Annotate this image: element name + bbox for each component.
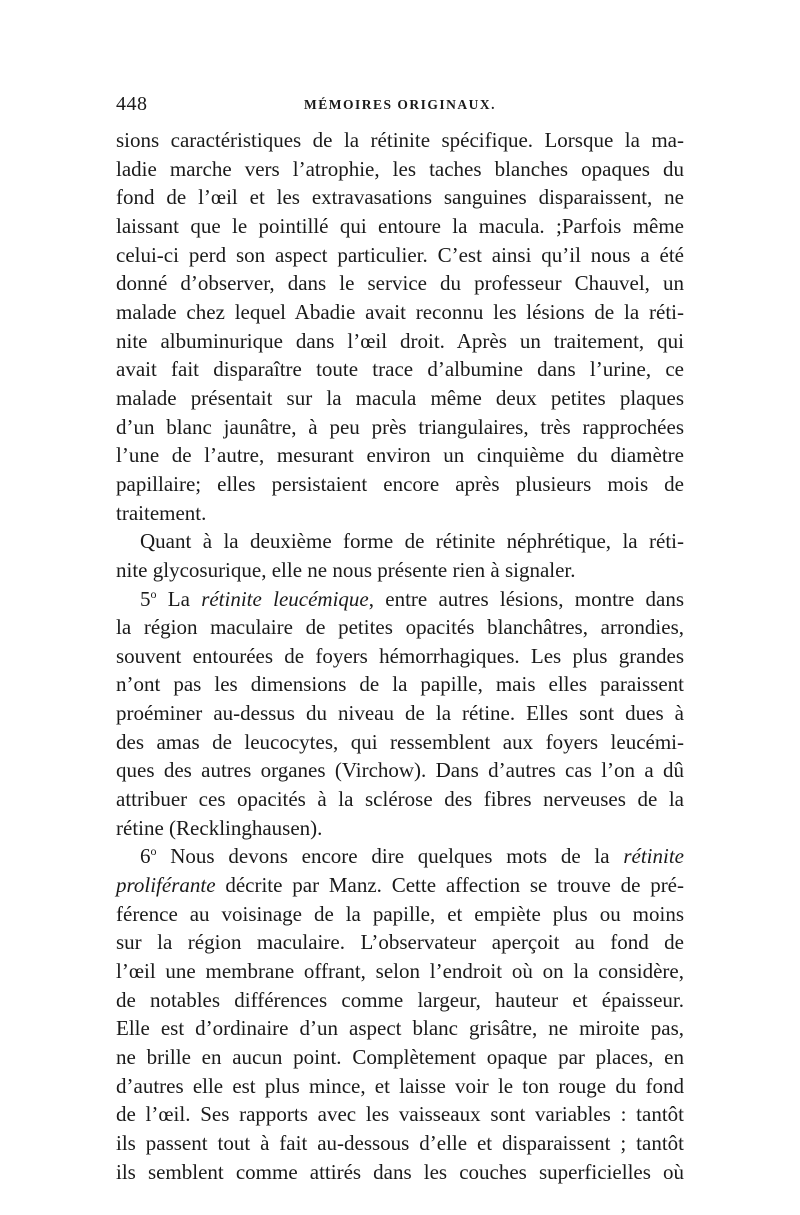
italic-term: rétinite leucémique (201, 586, 369, 611)
text-line: sur la région maculaire. L’observateur aperçoit au fond de (116, 930, 684, 955)
text-line: laissant que le pointillé qui entoure la macula. ;Parfois même (116, 213, 684, 238)
text-line: donné d’observer, dans le service du professeur Chauvel, un (116, 271, 684, 296)
text-line: la région maculaire de petites opacités blanchâtres, arrondies, (116, 615, 684, 640)
text-fragment: La (156, 586, 202, 611)
section-number: 5 (140, 586, 151, 611)
text-line: nite glycosurique, elle ne nous présente rien à signaler. (116, 557, 576, 582)
text-line: Elle est d’ordinaire d’un aspect blanc grisâtre, ne miroite pas, (116, 1016, 684, 1041)
text-line: malade présentait sur la macula même deux petites plaques (116, 385, 684, 410)
text-line: celui-ci perd son aspect particulier. C’est ainsi qu’il nous a été (116, 242, 684, 267)
text-line: de l’œil. Ses rapports avec les vaisseaux sont variables : tantôt (116, 1102, 684, 1127)
page-number: 448 (116, 93, 148, 115)
italic-term: rétinite (623, 844, 684, 869)
text-line: d’un blanc jaunâtre, à peu près triangulaires, très rapprochées (116, 414, 684, 439)
text-line: proéminer au-dessus du niveau de la rétine. Elles sont dues à (116, 701, 684, 726)
text-line: traitement. (116, 500, 207, 525)
text-line: ques des autres organes (Virchow). Dans d’autres cas l’on a dû (116, 758, 684, 783)
text-line: l’une de l’autre, mesurant environ un cinquième du diamètre (116, 443, 684, 468)
text-line: sions caractéristiques de la rétinite spécifique. Lorsque la ma- (116, 128, 684, 152)
text-line: ils passent tout à fait au-dessous d’elle et disparaissent ; tantôt (116, 1130, 684, 1155)
running-header (116, 93, 684, 123)
text-line: malade chez lequel Abadie avait reconnu les lésions de la réti- (116, 299, 684, 324)
text-line: avait fait disparaître toute trace d’albumine dans l’urine, ce (116, 357, 684, 382)
text-line: attribuer ces opacités à la sclérose des fibres nerveuses de la (116, 787, 684, 812)
ordinal-superscript: o (150, 586, 157, 601)
text-line: d’autres elle est plus mince, et laisse voir le ton rouge du fond (116, 1073, 684, 1098)
text-line: ne brille en aucun point. Complètement opaque par places, en (116, 1045, 684, 1069)
text-line: fond de l’œil et les extravasations sanguines disparaissent, ne (116, 185, 684, 210)
section-6-start-line (116, 842, 684, 871)
text-line: n’ont pas les dimensions de la papille, mais elles paraissent (116, 672, 684, 697)
text-fragment: Nous devons encore dire quelques mots de la (156, 844, 624, 869)
text-line: souvent entourées de foyers hémorrhagiques. Les plus grandes (116, 643, 684, 668)
text-line: de notables différences comme largeur, hauteur et épaisseur. (116, 987, 684, 1012)
text-fragment: décrite par Manz. Cette affection se trouve de pré- (215, 873, 684, 898)
paragraph-start-line: Quant à la deuxième forme de rétinite néphrétique, la réti- (140, 529, 684, 554)
text-line: ils semblent comme attirés dans les couches superficielles où (116, 1159, 684, 1184)
text-line: des amas de leucocytes, qui ressemblent aux foyers leucémi- (116, 729, 684, 754)
body-text (116, 126, 684, 1186)
text-line: ladie marche vers l’atrophie, les taches blanches opaques du (116, 156, 684, 181)
ordinal-superscript: o (150, 844, 157, 859)
text-line: l’œil une membrane offrant, selon l’endroit où on la considère, (116, 959, 684, 984)
text-fragment: , entre autres lésions, montre dans (368, 586, 684, 611)
running-title: MÉMOIRES ORIGINAUX. (303, 97, 496, 112)
text-line: férence au voisinage de la papille, et empiète plus ou moins (116, 901, 684, 926)
text-line: rétine (Recklinghausen). (116, 815, 323, 840)
section-5-start-line (116, 585, 684, 614)
text-line: papillaire; elles persistaient encore après plusieurs mois de (116, 471, 684, 496)
text-line (116, 871, 684, 900)
italic-term: proliférante (116, 873, 216, 898)
section-number: 6 (140, 844, 151, 869)
text-line: nite albuminurique dans l’œil droit. Après un traitement, qui (116, 328, 684, 353)
